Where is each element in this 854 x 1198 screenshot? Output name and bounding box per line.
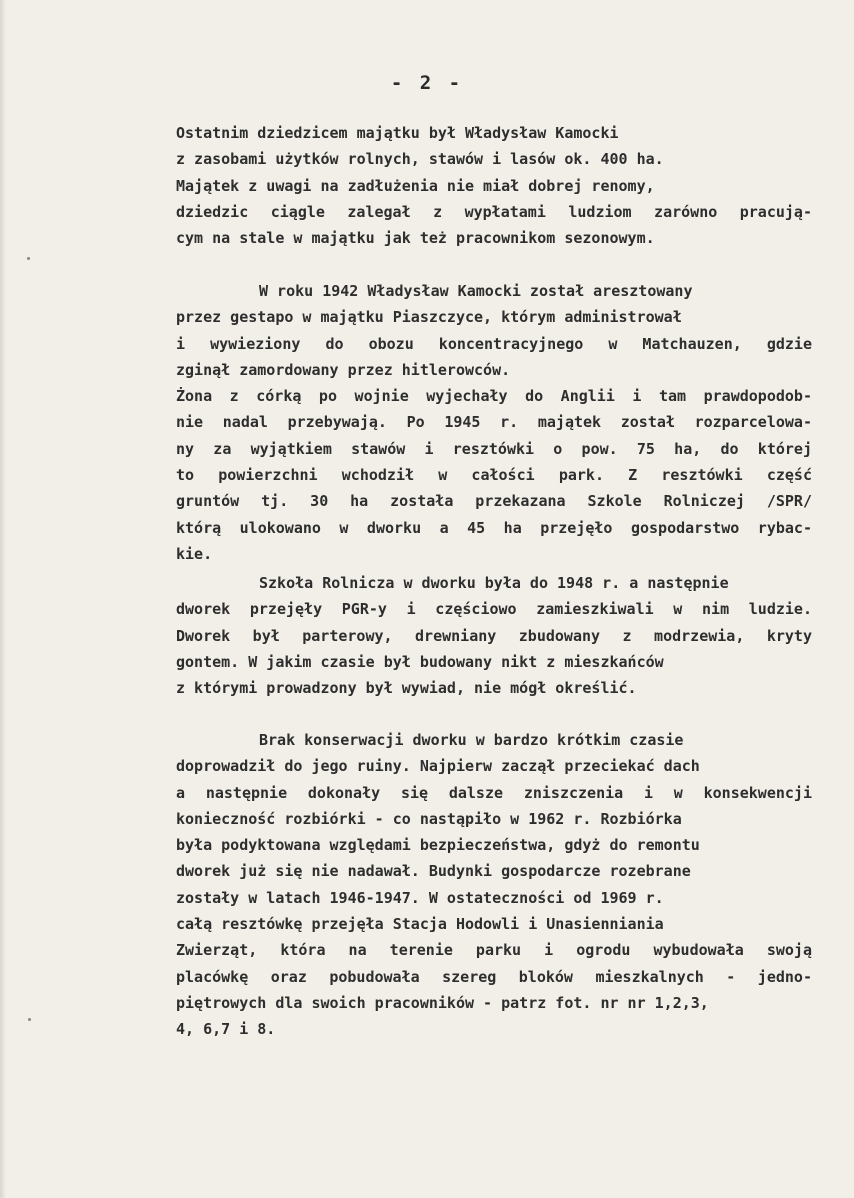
text-line: zostały w latach 1946-1947. W ostateczności od 1969 r. <box>176 888 664 907</box>
text-line: z zasobami użytków rolnych, stawów i lasów ok. 400 ha. <box>176 150 664 169</box>
text-line: była podyktowana względami bezpieczeństwa, gdyż do remontu <box>176 836 700 855</box>
text-line: którą ulokowano w dworku a 45 ha przejęło gospodarstwo rybac- <box>176 518 812 537</box>
text-line: Zwierząt, która na terenie parku i ogrodu wybudowała swoją <box>176 941 812 960</box>
text-line: Żona z córką po wojnie wyjechały do Anglii i tam prawdopodob- <box>176 387 812 406</box>
paper-speck <box>27 257 30 260</box>
paragraph-1 <box>176 120 812 251</box>
text-line: to powierzchni wchodził w całości park. Z resztówki część <box>176 466 812 485</box>
text-line: Szkoła Rolnicza w dworku była do 1948 r. a następnie <box>259 574 729 592</box>
text-line: a następnie dokonały się dalsze zniszczenia i w konsekwencji <box>176 783 812 802</box>
text-line: i wywieziony do obozu koncentracyjnego w Matchauzen, gdzie <box>176 334 812 353</box>
text-line: nie nadal przebywają. Po 1945 r. majątek został rozparcelowa- <box>176 413 812 432</box>
text-line: doprowadził do jego ruiny. Najpierw zaczął przeciekać dach <box>176 757 700 776</box>
text-line: całą resztówkę przejęła Stacja Hodowli i Unasienniania <box>176 915 664 934</box>
text-line: 4, 6,7 i 8. <box>176 1020 276 1039</box>
paragraph-3 <box>176 570 812 701</box>
paper-speck <box>28 1018 31 1021</box>
text-line: konieczność rozbiórki - co nastąpiło w 1962 r. Rozbiórka <box>176 809 682 828</box>
text-line: ny za wyjątkiem stawów i resztówki o pow. 75 ha, do której <box>176 439 812 458</box>
text-line: gontem. W jakim czasie był budowany nikt z mieszkańców <box>176 652 664 671</box>
text-line: cym na stale w majątku jak też pracownikom sezonowym. <box>176 229 655 248</box>
text-line: zginął zamordowany przez hitlerowców. <box>176 360 511 379</box>
text-line: gruntów tj. 30 ha została przekazana Szkole Rolniczej /SPR/ <box>176 492 812 511</box>
text-line: kie. <box>176 544 213 563</box>
text-line: piętrowych dla swoich pracowników - patrz fot. nr nr 1,2,3, <box>176 993 709 1012</box>
text-line: z którymi prowadzony był wywiad, nie mógł określić. <box>176 679 637 698</box>
text-line: Dworek był parterowy, drewniany zbudowany z modrzewia, kryty <box>176 626 812 645</box>
text-line: przez gestapo w majątku Piaszczyce, którym administrował <box>176 308 682 327</box>
text-line: placówkę oraz pobudowała szereg bloków mieszkalnych - jedno- <box>176 967 812 986</box>
text-line: dziedzic ciągle zalegał z wypłatami ludziom zarówno pracują- <box>176 202 812 221</box>
page-number: - 2 - <box>390 72 464 94</box>
text-line: W roku 1942 Władysław Kamocki został aresztowany <box>259 282 693 300</box>
text-line: dworek przejęły PGR-y i częściowo zamieszkiwali w nim ludzie. <box>176 600 812 619</box>
text-line: dworek już się nie nadawał. Budynki gospodarcze rozebrane <box>176 862 691 881</box>
text-line: Brak konserwacji dworku w bardzo krótkim czasie <box>259 731 684 749</box>
paragraph-4 <box>176 727 812 1043</box>
text-line: Majątek z uwagi na zadłużenia nie miał dobrej renomy, <box>176 176 655 195</box>
page-edge-shadow <box>0 0 6 1198</box>
paragraph-2 <box>176 278 812 567</box>
text-line: Ostatnim dziedzicem majątku był Władysław Kamocki <box>176 124 619 142</box>
